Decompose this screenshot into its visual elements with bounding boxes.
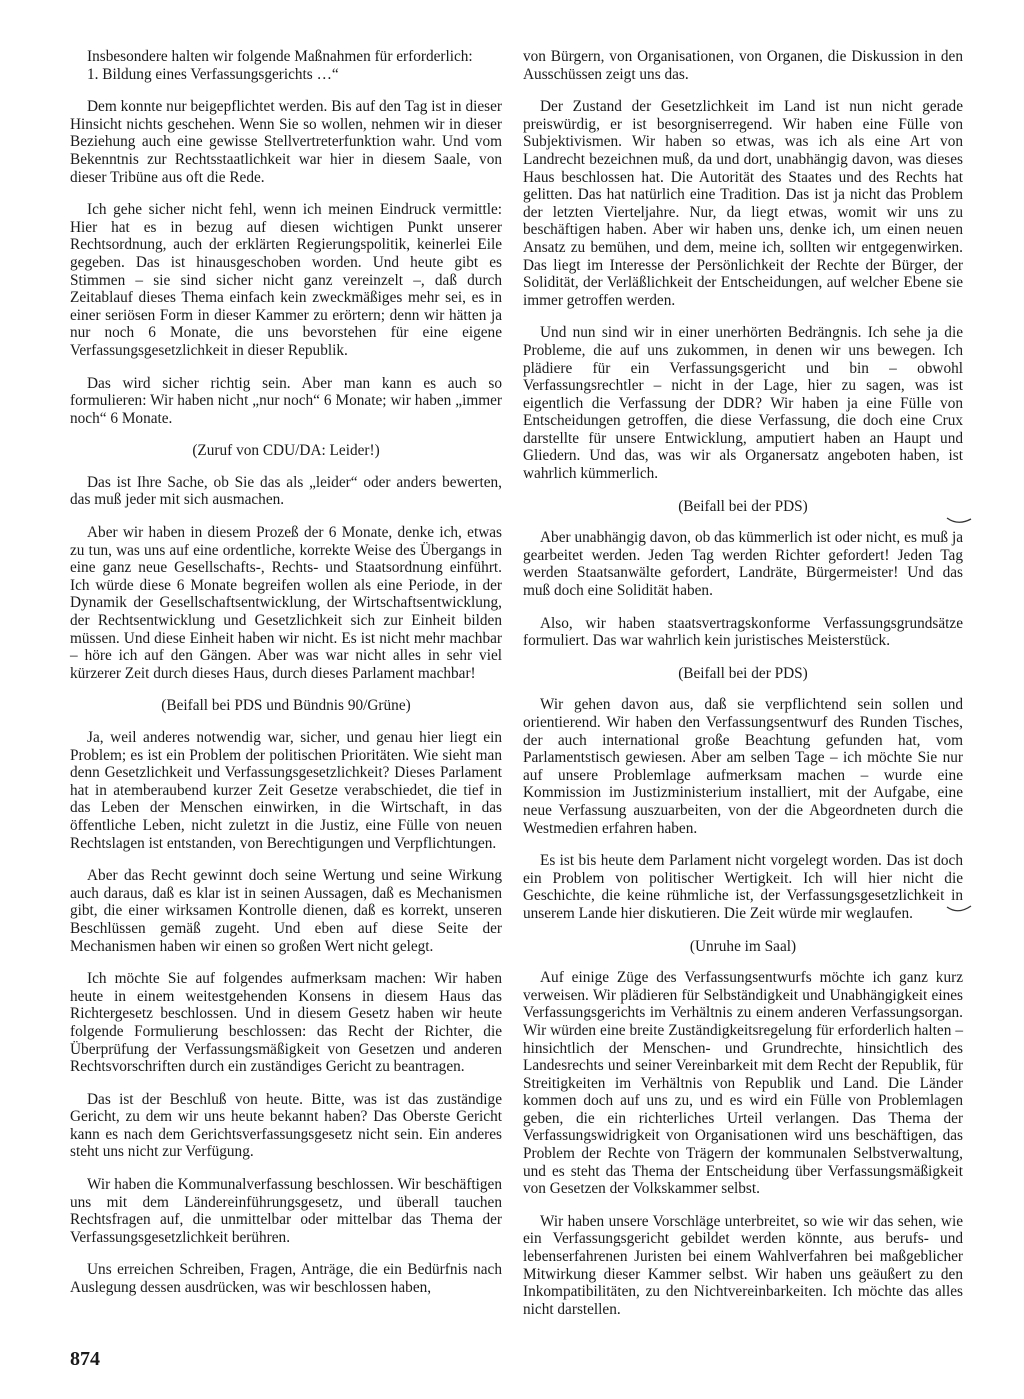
paragraph: Aber unabhängig davon, ob das kümmerlich ist oder nicht, es muß ja gearbeitet werden. Jeden Tag werden Richter gefordert! Jeden Tag werden Staatsanwälte gefordert, Landräte, Bürgermeister! Und das muß doch eine Solidität haben. bbox=[523, 529, 963, 600]
paragraph: Und nun sind wir in einer unerhörten Bedrängnis. Ich sehe ja die Probleme, die auf uns zukommen, in denen wir uns bewegen. Ich plädiere für ein Verfassungsgericht und bin – obwohl Verfassungsrechtler – nicht in der Lage, hier zu sagen, was ist eigentlich die Verfassung der DDR? Wir haben ja eine Fülle von Entscheidungen getroffen, die diese Verfassung, die doch eine Crux darstellte für unsere Entwicklung, amputiert haben an Haupt und Gliedern. Und das, was wir als Organersatz angeboten haben, ist wahrlich kümmerlich. bbox=[523, 324, 963, 483]
scan-artifact-mark bbox=[946, 904, 972, 914]
paragraph: Das ist der Beschluß von heute. Bitte, was ist das zuständige Gericht, zu dem wir uns heute bekannt haben? Das Oberste Gericht kann es nach dem Gerichtsverfassungsgesetz nicht sein. Ein anderes steht uns nicht zur Verfügung. bbox=[70, 1090, 502, 1161]
quote-intro: Insbesondere halten wir folgende Maßnahmen für erforderlich: bbox=[87, 48, 473, 65]
paragraph: Dem konnte nur beigepflichtet werden. Bis auf den Tag ist in dieser Hinsicht nichts geschehen. Wenn Sie so wollen, nehmen wir in dieser Beziehung auch eine gewisse Stellvertreterfunktion wahr. Und vom Bekenntnis zur Rechtsstaatlichkeit war hier in diesem Saale, von dieser Tribüne aus oft die Rede. bbox=[70, 98, 502, 186]
interjection: (Beifall bei der PDS) bbox=[678, 664, 808, 682]
scan-artifact-mark bbox=[946, 516, 972, 526]
paragraph: Ich gehe sicher nicht fehl, wenn ich meinen Eindruck vermittle: Hier hat es in bezug auf diesen wichtigen Punkt unserer Rechtsordnung, auch der erklärten Regierungspolitik, keinerlei Eile gegeben. Das ist hinausgeschoben worden. Und heute gibt es Stimmen – sie sind sicher nicht ganz vereinzelt –, daß durch Zeitablauf dieses Thema einfach kein zweckmäßiges mehr sei, es in einer seriösen Form in dieser Kammer zu erörtern; denn wir hätten ja nur noch 6 Monate, die uns bevorstehen für eine eigene Verfassungsgesetzlichkeit in dieser Republik. bbox=[70, 201, 502, 359]
paragraph: Auf einige Züge des Verfassungsentwurfs möchte ich ganz kurz verweisen. Wir plädieren für Selbständigkeit und Unabhängigkeit eines Verfassungsgerichts im Verhältnis zu einem anderen Verfassungsorgan. Wir würden eine breite Zuständigkeitsregelung für erforderlich halten – hinsichtlich der Menschen- und Grundrechte, hinsichtlich des Landesrechts und seiner Vereinbarkeit mit dem Recht der Republik, für Streitigkeiten im Verhältnis von Republik und Land. Die Länder kommen doch auf uns zu, und es wird ein Fülle von Problemlagen geben, die ein richterliches Urteil verlangen. Das Thema der Verfassungswidrigkeit von Organisationen wird uns beschäftigen, das Problem der Rechte von Trägern der kommunalen Selbstverwaltung, und es steht das Thema der Entscheidung über Verfassungsmäßigkeit von Gesetzen der Volkskammer selbst. bbox=[523, 969, 963, 1198]
paragraph: Der Zustand der Gesetzlichkeit im Land ist nun nicht gerade preiswürdig, er ist besorgniserregend. Wir haben eine Fülle von Subjektivismen. Wir haben so etwas, was ich als eine Art von Landrecht bezeichnen muß, da und dort, unabhängig davon, was dieses Haus beschlossen hat. Die Autorität des Staates und des Rechts hat gelitten. Das hat natürlich eine Tradition. Das ist ja nicht das Problem der letzten Vierteljahre. Nur, da liegt etwas, womit wir uns zu beschäftigen haben. Aber wir haben uns, denke ich, um einen neuen Ansatz zu bemühen, und dem, meine ich, sollten wir entgegenwirken. Das liegt im Interesse der Persönlichkeit der Rechte der Bürger, der Solidität, der Verläßlichkeit der Entscheidungen, auf welcher Ebene sie immer getroffen werden. bbox=[523, 98, 963, 309]
paragraph: Das wird sicher richtig sein. Aber man kann es auch so formulieren: Wir haben nicht „nur noch“ 6 Monate; wir haben „immer noch“ 6 Monate. bbox=[70, 374, 502, 427]
interjection: (Zuruf von CDU/DA: Leider!) bbox=[192, 442, 380, 460]
paragraph: Also, wir haben staatsvertragskonforme Verfassungsgrundsätze formuliert. Das war wahrlich kein juristisches Meisterstück. bbox=[523, 614, 963, 650]
paragraph: Wir haben unsere Vorschläge unterbreitet, so wie wir das sehen, wie ein Verfassungsgericht gebildet werden könnte, aus berufs- und lebenserfahrenen Juristen bei einem Wahlverfahren bei maßgeblicher Mitwirkung dieser Kammer selbst. Wir haben uns geäußert zu den Inkompatibilitäten, zu den Nichtvereinbarkeiten. Ich möchte das alles nicht darstellen. bbox=[523, 1212, 963, 1318]
interjection: (Unruhe im Saal) bbox=[689, 937, 797, 955]
paragraph: Aber das Recht gewinnt doch seine Wertung und seine Wirkung auch daraus, daß es klar ist in seinen Aussagen, daß es Mechanismen gibt, die einer wirksamen Kontrolle dienen, daß es korrekt, unseren Beschlüssen gemäß zugeht. Und eben auf diese Seite der Mechanismen haben wir einen so großen Wert nicht gelegt. bbox=[70, 867, 502, 955]
paragraph: Das ist Ihre Sache, ob Sie das als „leider“ oder anders bewerten, das muß jeder mit sich ausmachen. bbox=[70, 473, 502, 509]
paragraph: Es ist bis heute dem Parlament nicht vorgelegt worden. Das ist doch ein Problem von politischer Wertigkeit. Ich will hier nicht die Geschichte, die keine rühmliche ist, der Verfassungsgesetzlichkeit in unserem Lande hier diskutieren. Die Zeit würde mir weglaufen. bbox=[523, 852, 963, 922]
paragraph: Ich möchte Sie auf folgendes aufmerksam machen: Wir haben heute in einem weitestgehenden Konsens in diesem Haus das Richtergesetz beschlossen. Und in diesem Gesetz haben wir heute folgende Formulierung beschlossen: das Recht der Richter, die Überprüfung der Verfassungsmäßigkeit von Gesetzen und anderen Rechtsvorschriften durch ein zuständiges Gericht zu beantragen. bbox=[70, 970, 502, 1076]
paragraph: Ja, weil anderes notwendig war, sicher, und genau hier liegt ein Problem; es ist ein Problem der politischen Prioritäten. Wie sieht man denn Gesetzlichkeit und Verfassungsgesetzlichkeit? Dieses Parlament hat in atemberaubend kurzer Zeit Gesetze verabschiedet, die tief in das Leben der Menschen einwirken, in die Wirtschaft, in das öffentliche Leben, nicht zuletzt in die Justiz, eine Fülle von neuen Rechtslagen ist entstanden, von Berechtigungen und Verpflichtungen. bbox=[70, 729, 502, 852]
paragraph: Aber wir haben in diesem Prozeß der 6 Monate, denke ich, etwas zu tun, was uns auf eine ordentliche, korrekte Weise des Übergangs in eine ganz neue Gesellschafts-, Rechts- und Staatsordnung einführt. Ich würde diese 6 Monate begreifen wollen als eine Periode, in der Dynamik der Gesellschaftsentwicklung, der Wirtschaftsentwicklung, der Rechtsentwicklung und Gesetzlichkeit sich zur Einheit bilden müssen. Und diese Einheit haben wir nicht. Es ist nicht mehr machbar – höre ich auf den Gängen. Aber was war nicht alles in sehr viel kürzerer Zeit durch dieses Haus, durch dieses Parlament machbar! bbox=[70, 524, 502, 682]
paragraph: Wir gehen davon aus, daß sie verpflichtend sein sollen und orientierend. Wir haben den Verfassungsentwurf des Runden Tisches, der auch international große Beachtung gefunden hat, vom Parlamentstisch gewiesen. Aber am selben Tage – ich möchte Sie nur auf unsere Problemlage aufmerksam machen – wurde eine Kommission im Justizministerium installiert, mit der Aufgabe, eine neue Verfassung auszuarbeiten, von der die Abgeordneten durch die Westmedien erfahren haben. bbox=[523, 696, 963, 837]
quote-list-item: 1. Bildung eines Verfassungsgerichts …“ bbox=[87, 65, 339, 83]
page-number: 874 bbox=[70, 1348, 100, 1370]
right-column bbox=[523, 48, 963, 1318]
paragraph: Wir haben die Kommunalverfassung beschlossen. Wir beschäftigen uns mit dem Ländereinführungsgesetz, und überall tauchen Rechtsfragen auf, die unmittelbar oder mittelbar das Thema der Verfassungsgesetzlichkeit berühren. bbox=[70, 1176, 502, 1246]
interjection: (Beifall bei der PDS) bbox=[678, 497, 808, 515]
paragraph: Uns erreichen Schreiben, Fragen, Anträge, die ein Bedürfnis nach Auslegung dessen ausdrücken, was wir beschlossen haben, bbox=[70, 1261, 502, 1297]
paragraph-continued: von Bürgern, von Organisationen, von Organen, die Diskussion in den Ausschüssen zeigt uns das. bbox=[523, 48, 963, 83]
interjection: (Beifall bei PDS und Bündnis 90/Grüne) bbox=[161, 697, 411, 715]
quoted-demand bbox=[70, 48, 502, 83]
left-column bbox=[70, 48, 502, 1297]
